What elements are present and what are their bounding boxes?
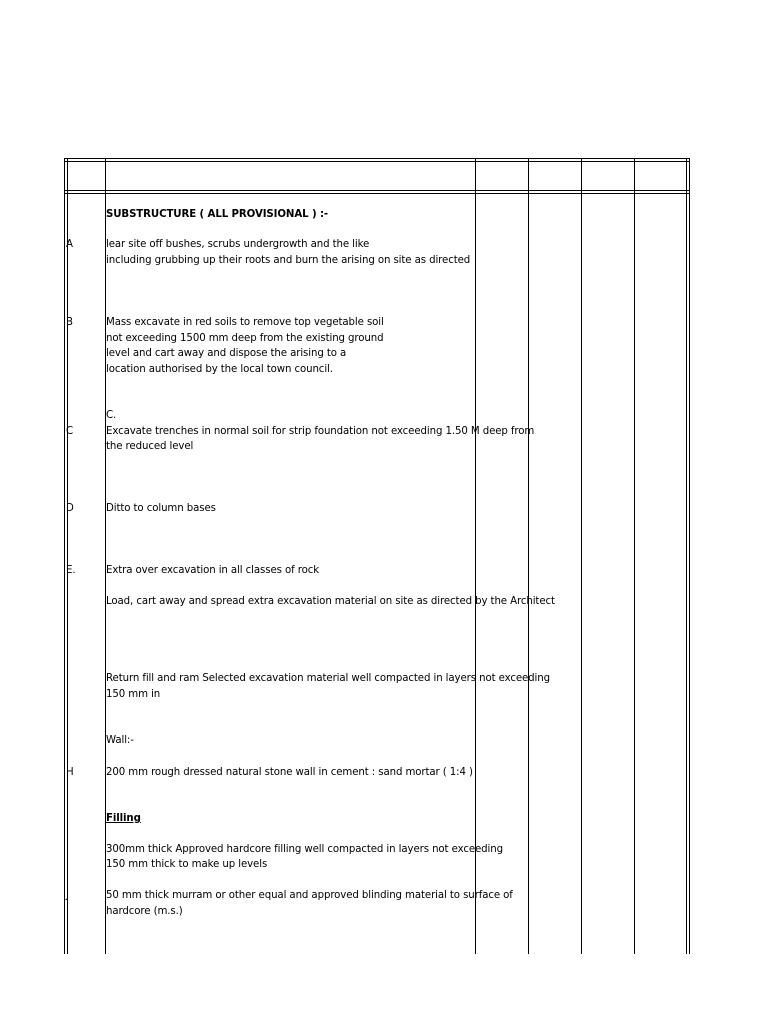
column-divider-description	[475, 158, 476, 954]
column-divider-ref	[105, 158, 106, 954]
item-description-line: Excavate trenches in normal soil for strip foundation not exceeding 1.50 M deep from	[106, 426, 535, 437]
item-ref: I	[66, 844, 69, 855]
table-border-top-outer	[64, 158, 690, 159]
column-divider-unit	[581, 158, 582, 954]
item-ref: E.	[66, 565, 76, 576]
item-ref: J	[66, 890, 69, 901]
item-description-line: Return fill and ram Selected excavation material well compacted in layers not exceeding	[106, 673, 551, 684]
column-divider-qty	[528, 158, 529, 954]
item-ref: C	[66, 426, 74, 437]
table-border-right-inner	[686, 158, 687, 954]
item-ref: H	[66, 767, 74, 778]
item-description-line: location authorised by the local town council.	[106, 364, 333, 375]
item-description-line: hardcore (m.s.)	[106, 906, 183, 917]
item-description-line: 300mm thick Approved hardcore filling well compacted in layers not exceeding	[106, 844, 503, 855]
item-description-line: not exceeding 1500 mm deep from the existing ground	[106, 333, 384, 344]
header-row-bottom-outer	[64, 190, 690, 191]
column-divider-rate	[634, 158, 635, 954]
item-description-line: Load, cart away and spread extra excavation material on site as directed by the Architect	[106, 596, 555, 607]
item-ref: D	[66, 503, 74, 514]
table-border-top-inner	[64, 161, 690, 162]
header-row-bottom-inner	[64, 193, 690, 194]
item-description-line: Wall:-	[106, 735, 134, 746]
item-description-line: lear site off bushes, scrubs undergrowth and the like	[106, 239, 370, 250]
table-border-left-outer	[64, 158, 65, 954]
subheading-filling: Filling	[106, 813, 141, 824]
section-heading: SUBSTRUCTURE ( ALL PROVISIONAL ) :-	[106, 209, 329, 220]
table-border-left-inner	[67, 158, 68, 954]
item-ref: B	[66, 317, 73, 328]
table-border-right-outer	[689, 158, 690, 954]
item-description-line: level and cart away and dispose the arising to a	[106, 348, 347, 359]
item-description-line: Ditto to column bases	[106, 503, 216, 514]
item-description-line: Mass excavate in red soils to remove top vegetable soil	[106, 317, 384, 328]
item-description-line: 150 mm in	[106, 689, 161, 700]
item-description-line: 200 mm rough dressed natural stone wall in cement : sand mortar ( 1:4 )	[106, 767, 473, 778]
item-ref: A	[66, 239, 73, 250]
item-description-line: 50 mm thick murram or other equal and approved blinding material to surface of	[106, 890, 513, 901]
item-description-line: 150 mm thick to make up levels	[106, 859, 268, 870]
item-description-line: Extra over excavation in all classes of rock	[106, 565, 320, 576]
item-pre-label: C.	[106, 410, 117, 421]
item-description-line: the reduced level	[106, 441, 194, 452]
item-description-line: including grubbing up their roots and burn the arising on site as directed	[106, 255, 471, 266]
